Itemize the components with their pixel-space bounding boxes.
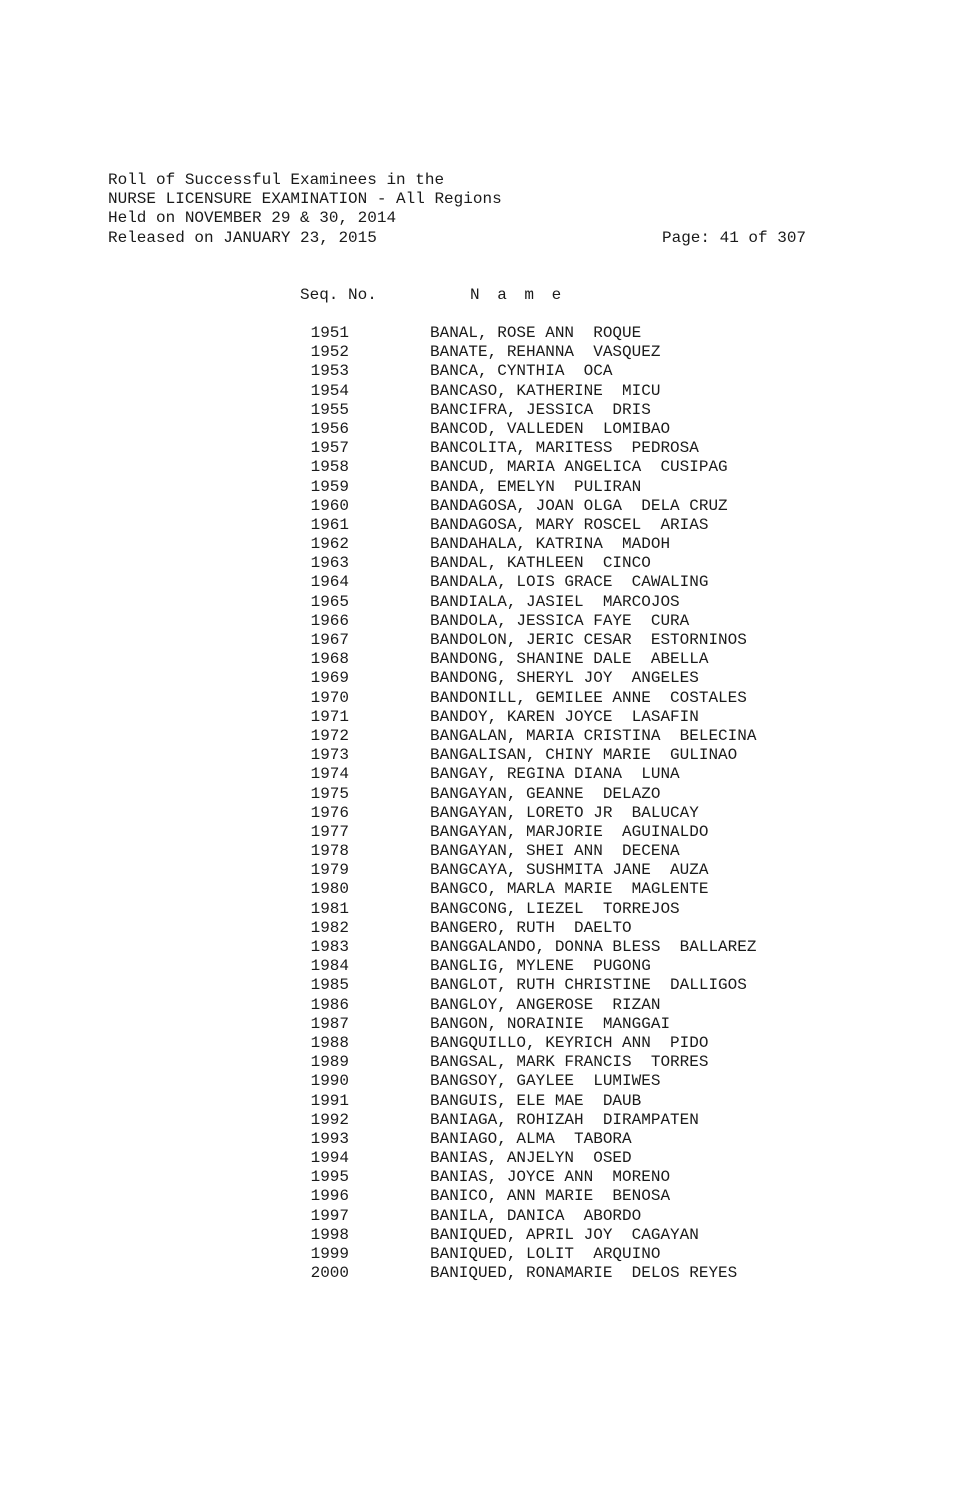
examinee-row [300,324,820,343]
examinee-name: BANDONILL, GEMILEE ANNE COSTALES [430,688,747,707]
examinee-row [300,727,820,746]
examinee-name: BANGGALANDO, DONNA BLESS BALLAREZ [430,938,757,956]
examinee-name: BANDOLON, JERIC CESAR ESTORNINOS [430,631,747,649]
header-exam-date: Held on NOVEMBER 29 & 30, 2014 [108,209,397,228]
seq-number: 1990 [310,1072,349,1091]
examinee-name: BANDOY, KAREN JOYCE LASAFIN [430,707,699,726]
examinee-name: BANDONG, SHERYL JOY ANGELES [430,669,699,688]
examinee-row [300,861,820,880]
seq-number: 1998 [310,1225,349,1244]
seq-number: 1982 [310,918,349,937]
seq-number: 1972 [310,726,349,745]
examinee-name: BANDAGOSA, MARY ROSCEL ARIAS [430,515,709,534]
examinee-name: BANILA, DANICA ABORDO [430,1206,642,1225]
seq-number: 1959 [310,477,349,496]
seq-number: 1973 [310,746,349,765]
seq-number: 1961 [310,515,349,534]
examinee-row [300,650,820,669]
examinee-row [300,689,820,708]
seq-number: 1970 [310,688,349,707]
seq-number: 1976 [310,803,349,822]
examinee-name: BANCASO, KATHERINE MICU [430,381,661,400]
seq-number: 2000 [310,1264,349,1283]
examinee-row [300,497,820,516]
examinee-name: BANGUIS, ELE MAE DAUB [430,1091,642,1110]
examinee-row [300,919,820,938]
examinee-name: BANIAS, JOYCE ANN MORENO [430,1168,671,1187]
examinee-row [300,785,820,804]
examinee-row [300,1226,820,1245]
examinee-name: BANGAYAN, MARJORIE AGUINALDO [430,822,709,841]
examinee-name: BANGCO, MARLA MARIE MAGLENTE [430,880,709,899]
seq-number: 1956 [310,419,349,438]
examinee-row [300,842,820,861]
column-header-name: N a m e [470,286,566,304]
examinee-row [300,593,820,612]
examinee-name: BANATE, REHANNA VASQUEZ [430,343,661,362]
examinee-row [300,631,820,650]
seq-number: 1987 [310,1014,349,1033]
examinee-row [300,1130,820,1149]
seq-number: 1953 [310,362,349,381]
examinee-row [300,612,820,631]
examinee-name: BANGALISAN, CHINY MARIE GULINAO [430,746,738,765]
examinee-row [300,382,820,401]
header-exam-name: NURSE LICENSURE EXAMINATION - All Regions [108,190,502,209]
examinee-name: BANIQUED, RONAMARIE DELOS REYES [430,1264,738,1283]
seq-number: 1975 [310,784,349,803]
examinee-row [300,343,820,362]
examinee-row [300,957,820,976]
seq-number: 1964 [310,573,349,592]
examinee-name: BANGLOT, RUTH CHRISTINE DALLIGOS [430,976,747,995]
seq-number: 1967 [310,631,349,649]
seq-number: 1960 [310,496,349,515]
examinee-name: BANGQUILLO, KEYRICH ANN PIDO [430,1033,709,1052]
examinee-row [300,458,820,477]
seq-number: 1969 [310,669,349,688]
examinee-row [300,880,820,899]
seq-number: 1985 [310,976,349,995]
examinee-name: BANGAYAN, LORETO JR BALUCAY [430,803,699,822]
seq-number: 1989 [310,1053,349,1072]
examinee-row [300,1207,820,1226]
examinee-row [300,1245,820,1264]
examinee-name: BANCA, CYNTHIA OCA [430,362,613,381]
examinee-row [300,401,820,420]
seq-number: 1978 [310,842,349,861]
examinee-name: BANDAGOSA, JOAN OLGA DELA CRUZ [430,496,728,515]
examinee-row [300,1149,820,1168]
examinee-row [300,439,820,458]
examinee-name: BANGAYAN, GEANNE DELAZO [430,784,661,803]
seq-number: 1965 [310,592,349,611]
examinee-row [300,1264,820,1283]
seq-number: 1988 [310,1033,349,1052]
seq-number: 1993 [310,1129,349,1148]
seq-number: 1997 [310,1206,349,1225]
examinee-name: BANGAY, REGINA DIANA LUNA [430,765,680,784]
seq-number: 1974 [310,765,349,784]
examinee-name: BANDONG, SHANINE DALE ABELLA [430,650,709,669]
seq-number: 1986 [310,995,349,1014]
examinee-name: BANIAGO, ALMA TABORA [430,1129,632,1148]
examinee-name: BANDALA, LOIS GRACE CAWALING [430,573,709,592]
examinee-row [300,516,820,535]
seq-number: 1963 [310,554,349,573]
examinee-name: BANIQUED, APRIL JOY CAGAYAN [430,1225,699,1244]
examinee-row [300,1111,820,1130]
examinee-row [300,976,820,995]
seq-number: 1991 [310,1091,349,1110]
examinee-row [300,554,820,573]
seq-number: 1954 [310,381,349,400]
examinee-name: BANAL, ROSE ANN ROQUE [430,324,642,342]
examinee-list [300,324,820,1283]
examinee-row [300,708,820,727]
examinee-row [300,573,820,592]
examinee-name: BANIAS, ANJELYN OSED [430,1149,632,1168]
seq-number: 1968 [310,650,349,669]
examinee-row [300,1015,820,1034]
examinee-row [300,996,820,1015]
examinee-name: BANDAL, KATHLEEN CINCO [430,554,651,573]
examinee-name: BANGSOY, GAYLEE LUMIWES [430,1072,661,1091]
header-title: Roll of Successful Examinees in the [108,171,445,189]
seq-number: 1984 [310,957,349,976]
examinee-name: BANGCAYA, SUSHMITA JANE AUZA [430,861,709,880]
seq-number: 1957 [310,439,349,458]
examinee-row [300,420,820,439]
seq-number: 1992 [310,1110,349,1129]
examinee-name: BANIQUED, LOLIT ARQUINO [430,1245,661,1263]
examinee-name: BANGLIG, MYLENE PUGONG [430,957,651,976]
examinee-row [300,535,820,554]
examinee-row [300,1072,820,1091]
examinee-row [300,1092,820,1111]
examinee-row [300,1187,820,1206]
examinee-row [300,478,820,497]
examinee-row [300,1168,820,1187]
seq-number: 1958 [310,458,349,477]
seq-number: 1955 [310,400,349,419]
examinee-name: BANGSAL, MARK FRANCIS TORRES [430,1053,709,1072]
examinee-row [300,900,820,919]
examinee-name: BANGAYAN, SHEI ANN DECENA [430,842,680,861]
seq-number: 1977 [310,822,349,841]
examinee-row [300,669,820,688]
seq-number: 1962 [310,535,349,554]
seq-number: 1980 [310,880,349,899]
examinee-name: BANCOLITA, MARITESS PEDROSA [430,439,699,458]
page-number: Page: 41 of 307 [662,228,807,247]
seq-number: 1995 [310,1168,349,1187]
examinee-name: BANCOD, VALLEDEN LOMIBAO [430,419,671,438]
seq-number: 1952 [310,343,349,362]
examinee-name: BANGERO, RUTH DAELTO [430,918,632,937]
examinee-name: BANDIALA, JASIEL MARCOJOS [430,592,680,611]
examinee-name: BANDA, EMELYN PULIRAN [430,477,642,496]
column-header-seq: Seq. No. [300,286,377,304]
examinee-name: BANICO, ANN MARIE BENOSA [430,1187,671,1206]
examinee-name: BANGALAN, MARIA CRISTINA BELECINA [430,726,757,745]
seq-number: 1966 [310,611,349,630]
seq-number: 1951 [310,324,349,342]
document-header [108,171,818,248]
examinee-row [300,362,820,381]
examinee-row [300,1053,820,1072]
seq-number: 1999 [310,1245,349,1263]
seq-number: 1979 [310,861,349,880]
examinee-name: BANGON, NORAINIE MANGGAI [430,1014,671,1033]
seq-number: 1994 [310,1149,349,1168]
seq-number: 1981 [310,899,349,918]
seq-number: 1983 [310,938,349,956]
examinee-name: BANCUD, MARIA ANGELICA CUSIPAG [430,458,728,477]
examinee-row [300,804,820,823]
examinee-row [300,938,820,957]
examinee-name: BANCIFRA, JESSICA DRIS [430,400,651,419]
examinee-name: BANDOLA, JESSICA FAYE CURA [430,611,690,630]
examinee-row [300,1034,820,1053]
seq-number: 1971 [310,707,349,726]
examinee-name: BANGLOY, ANGEROSE RIZAN [430,995,661,1014]
examinee-name: BANGCONG, LIEZEL TORREJOS [430,899,680,918]
examinee-row [300,823,820,842]
seq-number: 1996 [310,1187,349,1206]
examinee-row [300,746,820,765]
examinee-row [300,765,820,784]
header-release-date: Released on JANUARY 23, 2015 [108,228,377,247]
examinee-name: BANDAHALA, KATRINA MADOH [430,535,671,554]
examinee-name: BANIAGA, ROHIZAH DIRAMPATEN [430,1110,699,1129]
